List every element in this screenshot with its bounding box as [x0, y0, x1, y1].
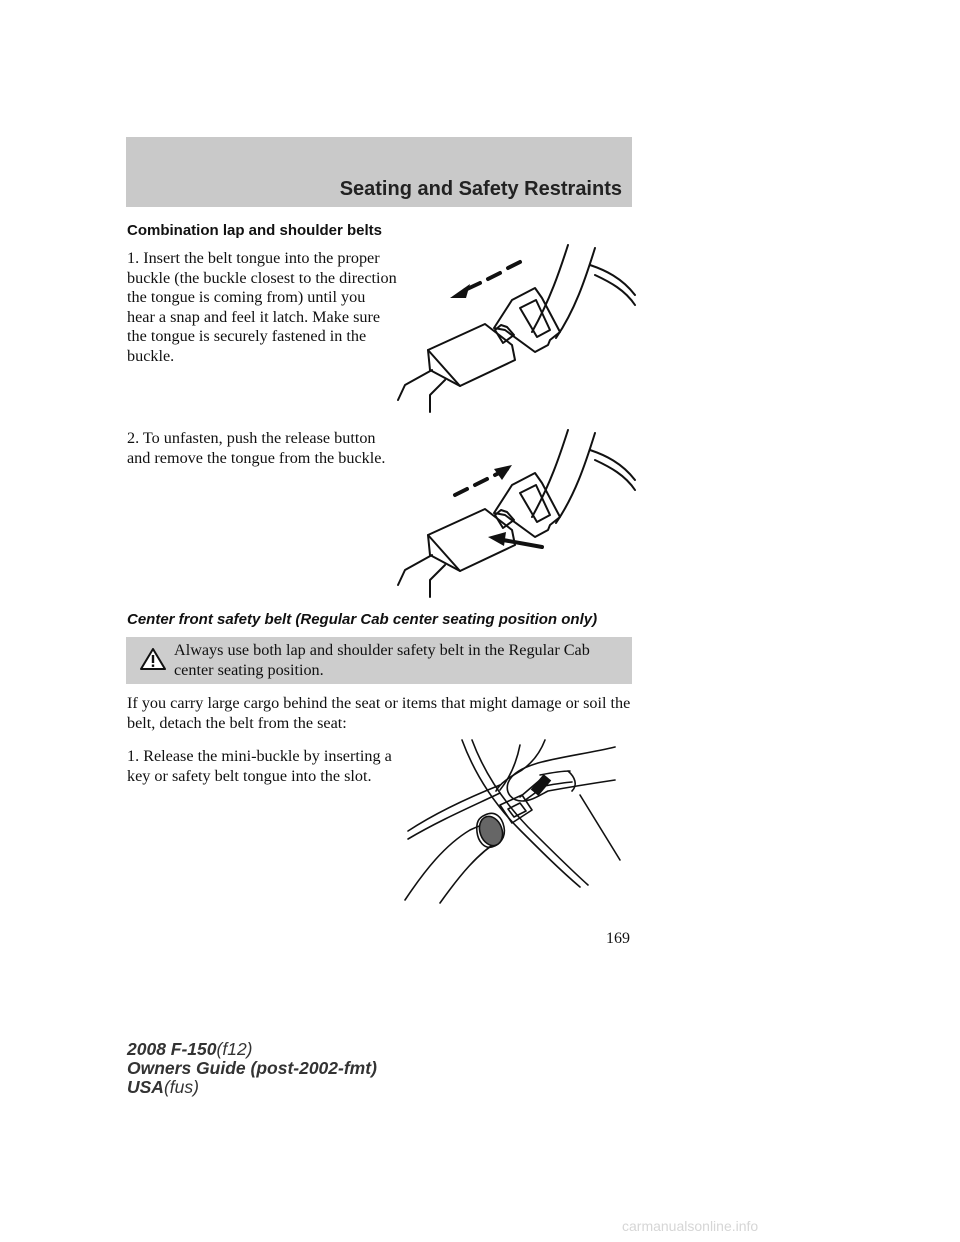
step-2-text: 2. To unfasten, push the release button and remove the tongue from the buckle.	[127, 429, 386, 467]
step-1-text: 1. Insert the belt tongue into the proper buckle (the buckle closest to the direction the tongue is coming from) until you hear a snap and feel it latch. Make sure the tongue is securely fastened in the buckle.	[127, 249, 397, 365]
subsection-heading: Center front safety belt (Regular Cab center seating position only)	[127, 611, 598, 628]
footer-line-3	[127, 1078, 377, 1097]
page-number: 169	[606, 930, 630, 947]
document-footer	[127, 1040, 377, 1097]
mini-buckle-release-illustration	[400, 735, 625, 905]
footer-line-2	[127, 1059, 377, 1078]
warning-triangle-icon	[140, 647, 166, 671]
belt-fasten-illustration	[390, 240, 640, 420]
section-header-bar	[126, 137, 632, 207]
footer-market: USA	[127, 1077, 164, 1097]
footer-market-code: (fus)	[163, 1077, 199, 1097]
footer-model: 2008 F-150	[127, 1039, 217, 1059]
cargo-instruction-text: If you carry large cargo behind the seat or items that might damage or soil the belt, detach the belt from the seat:	[127, 694, 631, 732]
footer-guide-format: Owners Guide (post-2002-fmt)	[127, 1058, 377, 1078]
warning-text: Always use both lap and shoulder safety belt in the Regular Cab center seating position.	[174, 641, 590, 679]
warning-box	[126, 637, 632, 684]
footer-line-1	[127, 1040, 377, 1059]
belt-unfasten-illustration	[390, 425, 640, 600]
section-heading: Combination lap and shoulder belts	[127, 222, 383, 239]
watermark: carmanualsonline.info	[622, 1218, 759, 1234]
footer-model-code: (f12)	[216, 1039, 253, 1059]
mini-buckle-step-text: 1. Release the mini-buckle by inserting a key or safety belt tongue into the slot.	[127, 747, 392, 785]
section-title: Seating and Safety Restraints	[339, 178, 622, 200]
